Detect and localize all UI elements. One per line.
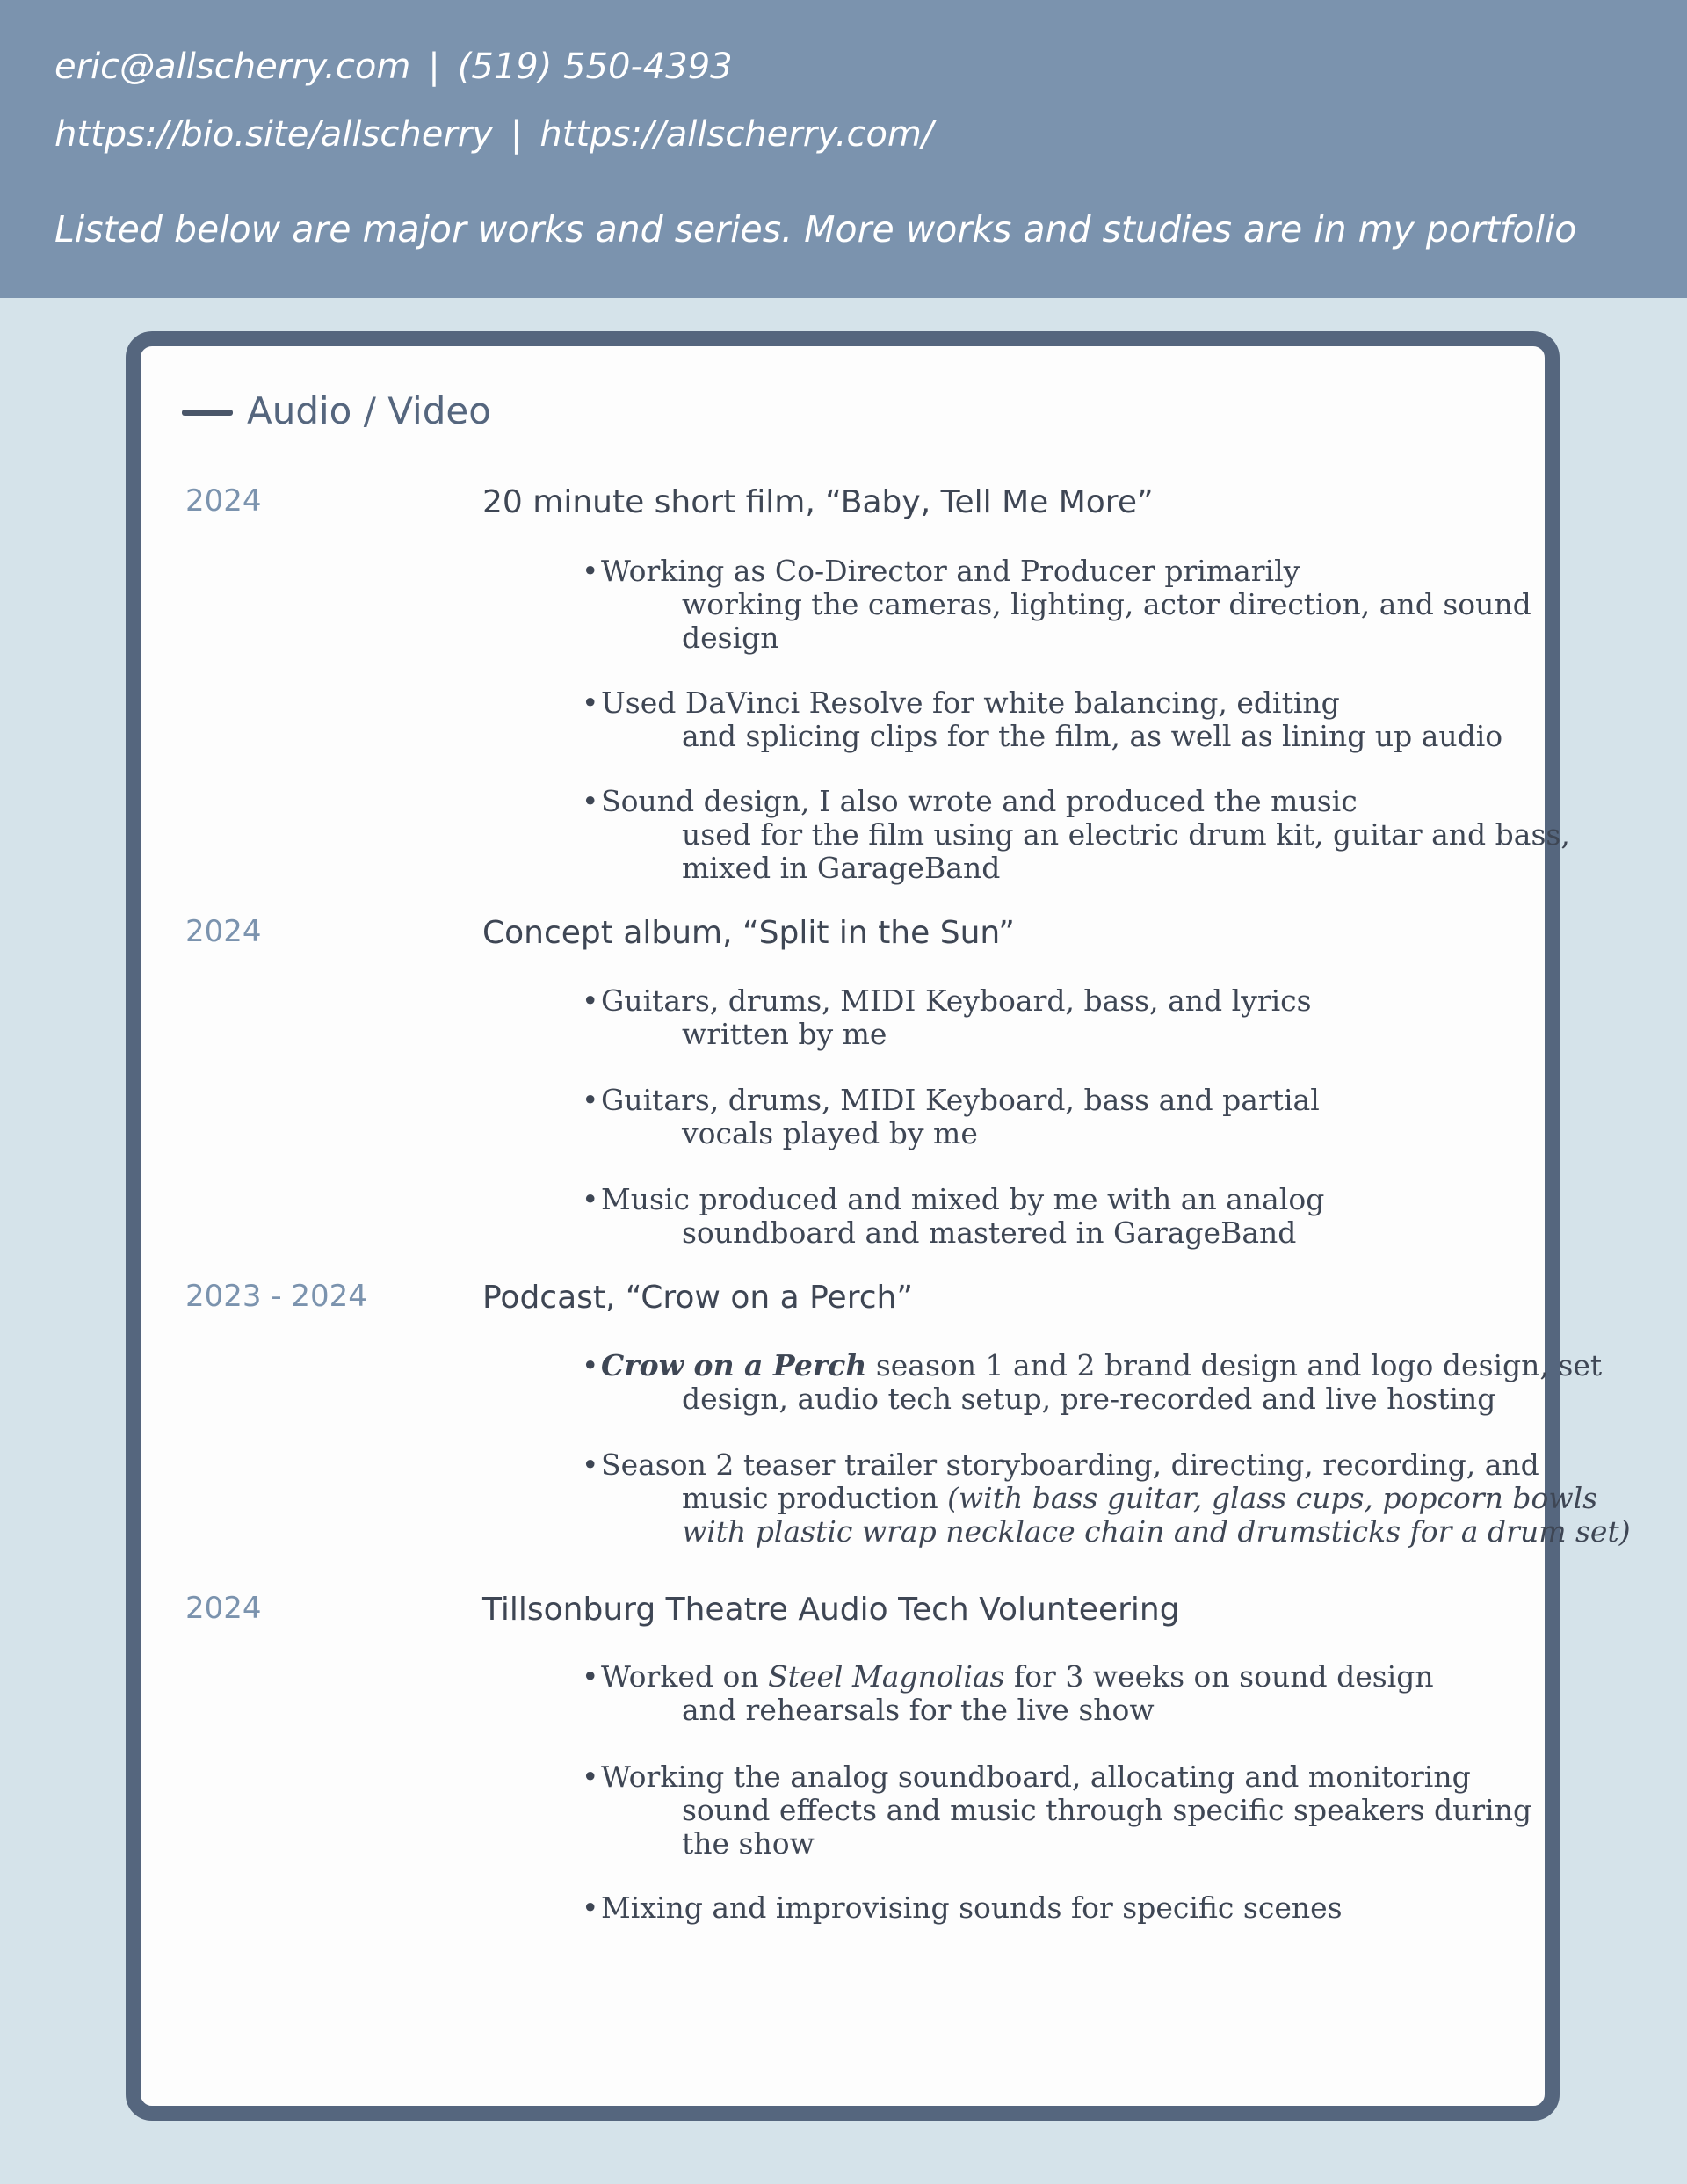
bio-site-link[interactable]: https://bio.site/allscherry	[54, 114, 493, 155]
bullet-text: Working the analog soundboard, allocating and monitoring	[601, 1760, 1471, 1794]
podcast-name-emphasis: Crow on a Perch	[601, 1348, 867, 1382]
entry-title: 20 minute short film, “Baby, Tell Me More”	[482, 484, 1154, 520]
section-title: Audio / Video	[247, 389, 491, 432]
entry-title: Tillsonburg Theatre Audio Tech Volunteering	[482, 1592, 1180, 1628]
bullet-text: vocals played by me	[682, 1116, 978, 1150]
bullet-text: Mixing and improvising sounds for specific scenes	[601, 1890, 1343, 1925]
contact-line-email-phone	[54, 45, 733, 89]
bullet-text: soundboard and mastered in GarageBand	[682, 1215, 1297, 1250]
bullet-text: Used DaVinci Resolve for white balancing, editing	[601, 686, 1340, 720]
bullet-mark: •	[582, 1448, 599, 1482]
bullet-item	[582, 784, 1570, 885]
show-title-emphasis: Steel Magnolias	[768, 1659, 1005, 1694]
bullet-text: design, audio tech setup, pre-recorded and live hosting	[682, 1382, 1496, 1416]
contact-header	[0, 0, 1687, 298]
bullet-text: written by me	[682, 1017, 887, 1051]
separator: |	[510, 114, 523, 155]
bullet-text: Working as Co-Director and Producer primarily	[601, 554, 1300, 588]
bullet-text: Guitars, drums, MIDI Keyboard, bass and partial	[601, 1083, 1320, 1117]
intro-text: Listed below are major works and series. More works and studies are in my portfolio	[54, 208, 1577, 250]
entry-year: 2024	[185, 1591, 262, 1626]
bullet-mark: •	[582, 983, 599, 1018]
bullet-text: working the cameras, lighting, actor direction, and sound	[682, 587, 1531, 621]
separator: |	[428, 47, 440, 87]
contact-line-links	[54, 112, 933, 156]
bullet-item	[582, 555, 1531, 655]
entry-year: 2024	[185, 914, 262, 949]
bullet-text: and splicing clips for the film, as well as lining up audio	[682, 719, 1503, 753]
bullet-mark: •	[582, 1760, 599, 1794]
bullet-text: Guitars, drums, MIDI Keyboard, bass, and lyrics	[601, 983, 1312, 1018]
phone-number[interactable]: (519) 550-4393	[457, 47, 733, 87]
bullet-mark: •	[582, 1348, 599, 1382]
bullet-item	[582, 1660, 1531, 1727]
email-link[interactable]: eric@allscherry.com	[54, 47, 411, 87]
bullet-mark: •	[582, 1182, 599, 1216]
entry-title: Concept album, “Split in the Sun”	[482, 915, 1015, 951]
bullet-item	[582, 1348, 1603, 1416]
bullet-item	[582, 686, 1531, 753]
bullet-item	[582, 1183, 1531, 1250]
bullet-mark: •	[582, 1083, 599, 1117]
bullet-item	[582, 1891, 1531, 1925]
website-link[interactable]: https://allscherry.com/	[539, 114, 934, 155]
bullet-text: Sound design, I also wrote and produced the music	[601, 784, 1358, 818]
bullet-text: design	[682, 620, 779, 655]
bullet-text: Worked on	[601, 1659, 769, 1694]
bullet-item	[582, 1084, 1531, 1150]
bullet-item	[582, 984, 1531, 1051]
bullet-text: Music produced and mixed by me with an analog	[601, 1182, 1325, 1216]
bullet-mark: •	[582, 686, 599, 720]
entry-year: 2023 - 2024	[185, 1279, 367, 1314]
bullet-mark: •	[582, 554, 599, 588]
bullet-mark: •	[582, 1659, 599, 1694]
bullet-text: the show	[682, 1826, 815, 1861]
bullet-text: used for the film using an electric drum kit, guitar and bass,	[682, 817, 1570, 852]
bullet-item	[582, 1760, 1531, 1861]
bullet-mark: •	[582, 784, 599, 818]
section-rule	[182, 410, 233, 416]
bullet-text: mixed in GarageBand	[682, 851, 1001, 885]
bullet-italic-note: with plastic wrap necklace chain and drumsticks for a drum set)	[682, 1514, 1631, 1549]
bullet-text: season 1 and 2 brand design and logo design, set	[866, 1348, 1603, 1382]
entry-year: 2024	[185, 483, 262, 519]
bullet-text: and rehearsals for the live show	[682, 1693, 1155, 1727]
bullet-text: Season 2 teaser trailer storyboarding, directing, recording, and	[601, 1448, 1539, 1482]
bullet-text: sound effects and music through specific speakers during	[682, 1793, 1532, 1827]
bullet-text: music production	[682, 1481, 948, 1515]
bullet-text: for 3 weeks on sound design	[1004, 1659, 1434, 1694]
bullet-italic-note: (with bass guitar, glass cups, popcorn bowls	[947, 1481, 1598, 1515]
bullet-mark: •	[582, 1890, 599, 1925]
entry-title: Podcast, “Crow on a Perch”	[482, 1280, 913, 1316]
bullet-item	[582, 1448, 1631, 1549]
